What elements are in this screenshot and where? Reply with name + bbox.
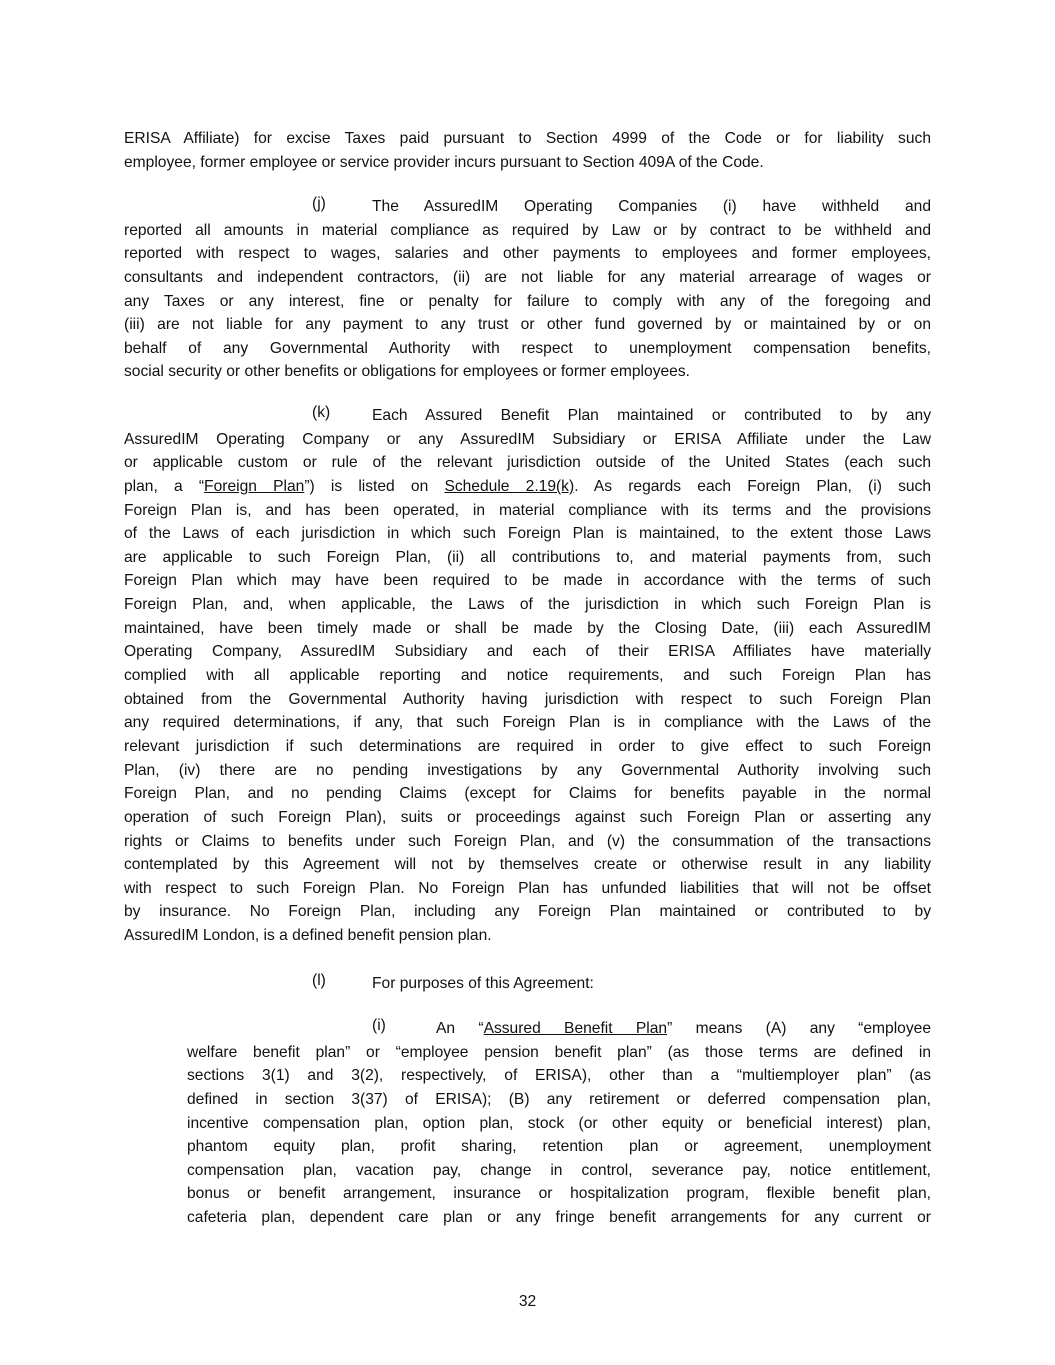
text-line: sections 3(1) and 3(2), respectively, of ERISA), other than a “multiemployer plan” (as: [187, 1067, 931, 1085]
section-label: (i): [372, 1017, 386, 1034]
text-line: The AssuredIM Operating Companies (i) have withheld and: [372, 198, 931, 215]
text-segment: An “: [436, 1020, 484, 1037]
defined-term: Assured Benefit Plan: [483, 1020, 668, 1037]
text-line: reported with respect to wages, salaries and other payments to employees and former employees,: [124, 245, 931, 263]
text-line: are applicable to such Foreign Plan, (ii) all contributions to, and material payments from, such: [124, 548, 931, 566]
page-number: 32: [518, 1293, 537, 1310]
text-segment: plan, a “: [124, 477, 205, 495]
paragraph-l-i: [187, 1017, 931, 1230]
text-line: ERISA Affiliate) for excise Taxes paid pursuant to Section 4999 of the Code or for liability such: [124, 130, 931, 147]
paragraph-l: [124, 972, 931, 996]
section-label: (k): [312, 404, 331, 421]
text-line: Plan, (iv) there are no pending investigations by any Governmental Authority involving such: [124, 761, 931, 779]
text-line: welfare benefit plan” or “employee pension benefit plan” (as those terms are defined in: [187, 1043, 931, 1061]
text-line: [124, 475, 931, 499]
section-label: (l): [312, 972, 326, 989]
text-segment: . As regards each Foreign Plan, (i) such: [574, 477, 932, 495]
defined-term: Schedule 2.19(k): [444, 477, 575, 495]
text-line: operation of such Foreign Plan), suits or proceedings against such Foreign Plan or asserting any: [124, 808, 931, 826]
text-line: contemplated by this Agreement will not by themselves create or otherwise result in any liability: [124, 856, 931, 874]
text-line: by insurance. No Foreign Plan, including any Foreign Plan maintained or contributed to by: [124, 903, 931, 921]
text-segment: ” means (A) any “employee: [667, 1020, 931, 1037]
text-line: of the Laws of each jurisdiction in which such Foreign Plan is maintained, to the extent those Laws: [124, 525, 931, 543]
paragraph-continuation: [124, 127, 931, 174]
text-line: rights or Claims to benefits under such Foreign Plan, and (v) the consummation of the transactions: [124, 832, 931, 850]
text-line: [436, 1017, 931, 1041]
text-line: Foreign Plan is, and has been operated, in material compliance with its terms and the provisions: [124, 501, 931, 519]
text-line: social security or other benefits or obligations for employees or former employees.: [124, 363, 690, 381]
text-line: incentive compensation plan, option plan, stock (or other equity or beneficial interest) plan,: [187, 1114, 931, 1132]
text-line: or applicable custom or rule of the relevant jurisdiction outside of the United States (each such: [124, 454, 931, 472]
text-line: Each Assured Benefit Plan maintained or contributed to by any: [372, 407, 931, 424]
text-line: Foreign Plan, and, when applicable, the Laws of the jurisdiction in which such Foreign Plan is: [124, 596, 931, 614]
text-line: behalf of any Governmental Authority with respect to unemployment compensation benefits,: [124, 339, 931, 357]
text-line: AssuredIM Operating Company or any AssuredIM Subsidiary or ERISA Affiliate under the Law: [124, 430, 931, 448]
text-line: obtained from the Governmental Authority having jurisdiction with respect to such Foreign Plan: [124, 690, 931, 708]
defined-term: Foreign Plan: [204, 477, 305, 495]
text-line: AssuredIM London, is a defined benefit pension plan.: [124, 927, 492, 945]
text-line: defined in section 3(37) of ERISA); (B) any retirement or deferred compensation plan,: [187, 1090, 931, 1108]
text-line: Operating Company, AssuredIM Subsidiary and each of their ERISA Affiliates have materially: [124, 643, 931, 661]
text-line: employee, former employee or service provider incurs pursuant to Section 409A of the Code.: [124, 153, 764, 171]
text-line: consultants and independent contractors, (ii) are not liable for any material arrearage of wages or: [124, 268, 931, 286]
text-line: compensation plan, vacation pay, change in control, severance pay, notice entitlement,: [187, 1161, 931, 1179]
paragraph-k: [124, 404, 931, 948]
text-line: cafeteria plan, dependent care plan or any fringe benefit arrangements for any current or: [187, 1209, 931, 1227]
text-line: For purposes of this Agreement:: [372, 975, 594, 992]
text-line: with respect to such Foreign Plan. No Foreign Plan has unfunded liabilities that will not be offset: [124, 879, 931, 897]
text-line: bonus or benefit arrangement, insurance or hospitalization program, flexible benefit plan,: [187, 1185, 931, 1203]
text-line: maintained, have been timely made or shall be made by the Closing Date, (iii) each AssuredIM: [124, 619, 931, 637]
text-segment: ”) is listed on: [304, 477, 445, 495]
text-line: Foreign Plan, and no pending Claims (except for Claims for benefits payable in the normal: [124, 785, 931, 803]
text-line: phantom equity plan, profit sharing, retention plan or agreement, unemployment: [187, 1138, 931, 1156]
text-line: relevant jurisdiction if such determinations are required in order to give effect to such Foreign: [124, 737, 931, 755]
text-line: reported all amounts in material compliance as required by Law or by contract to be withheld and: [124, 221, 931, 239]
paragraph-j: [124, 195, 931, 384]
text-line: Foreign Plan which may have been required to be made in accordance with the terms of such: [124, 572, 931, 590]
text-line: any Taxes or any interest, fine or penalty for failure to comply with any of the foregoing and: [124, 292, 931, 310]
text-line: any required determinations, if any, that such Foreign Plan is in compliance with the Laws of the: [124, 714, 931, 732]
text-line: (iii) are not liable for any payment to any trust or other fund governed by or maintained by or on: [124, 316, 931, 334]
section-label: (j): [312, 195, 326, 212]
text-line: complied with all applicable reporting and notice requirements, and such Foreign Plan has: [124, 667, 931, 685]
